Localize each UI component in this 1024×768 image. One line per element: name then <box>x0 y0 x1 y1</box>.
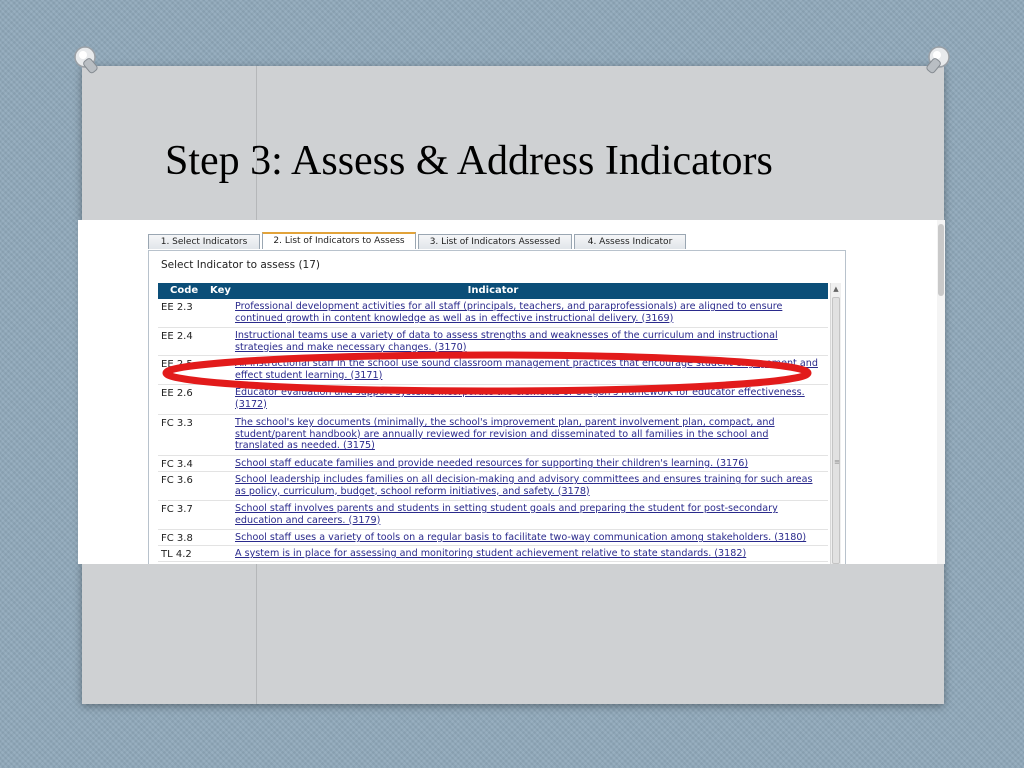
table-row <box>158 356 828 385</box>
table-scrollbar-thumb[interactable] <box>832 297 840 564</box>
indicator-link[interactable]: A system is in place for assessing and monitoring student achievement relative to state standards. (3182) <box>235 548 747 559</box>
tab-list-assessed[interactable]: 3. List of Indicators Assessed <box>418 234 572 249</box>
header-code[interactable]: Code <box>170 285 199 296</box>
table-row <box>158 385 828 415</box>
tab-list-to-assess[interactable]: 2. List of Indicators to Assess <box>262 232 416 249</box>
table-row <box>158 415 828 456</box>
table-header <box>158 283 828 299</box>
table-row <box>158 328 828 356</box>
indicator-link[interactable]: School leadership includes families on all decision-making and advisory committees and ensures training for such areas as policy, curriculum, budget, school reform initiatives, and safety. (3178) <box>235 474 813 497</box>
row-code: FC 3.8 <box>161 533 193 544</box>
slide-title: Step 3: Assess & Address Indicators <box>165 138 773 184</box>
outer-scrollbar-thumb[interactable] <box>938 224 944 296</box>
indicator-link[interactable]: School staff educate families and provide needed resources for supporting their children's learning. (3176) <box>235 458 749 469</box>
grip-icon: ≡ <box>834 458 840 466</box>
table-row <box>158 530 828 546</box>
row-code: EE 2.6 <box>161 388 193 399</box>
indicator-link[interactable]: Educator evaluation and support systems incorporate the elements of Oregon's framework for educator effectiveness. (3172) <box>235 387 805 410</box>
row-code: EE 2.5 <box>161 359 193 370</box>
row-code: FC 3.4 <box>161 459 193 470</box>
indicator-link[interactable]: Professional development activities for all staff (principals, teachers, and paraprofessionals) are aligned to ensure continued growth in content knowledge as well as in effective instructional delivery. (3169) <box>235 301 783 324</box>
table-row <box>158 299 828 328</box>
tab-select-indicators[interactable]: 1. Select Indicators <box>148 234 260 249</box>
panel-caption: Select Indicator to assess (17) <box>161 259 321 271</box>
arrow-up-icon[interactable]: ▲ <box>833 285 839 293</box>
header-indicator[interactable]: Indicator <box>467 285 519 296</box>
row-code: EE 2.3 <box>161 302 193 313</box>
row-code: FC 3.6 <box>161 475 193 486</box>
row-code: FC 3.3 <box>161 418 193 429</box>
table-scrollbar[interactable] <box>830 283 841 564</box>
table-row <box>158 501 828 530</box>
row-code: EE 2.4 <box>161 331 193 342</box>
thumbtack-icon <box>916 44 952 80</box>
indicator-link[interactable]: The school's key documents (minimally, the school's improvement plan, parent involvement plan, compact, and student/parent handbook) are annually reviewed for revision and disseminated to all families in the school and translated as needed. (3175) <box>235 417 775 452</box>
table-row <box>158 472 828 501</box>
tab-assess-indicator[interactable]: 4. Assess Indicator <box>574 234 686 249</box>
row-code: TL 4.2 <box>161 549 192 560</box>
table-row <box>158 456 828 472</box>
header-key[interactable]: Key <box>210 285 231 296</box>
indicator-link[interactable]: School staff uses a variety of tools on a regular basis to facilitate two-way communication among stakeholders. (3180) <box>235 532 807 543</box>
indicator-link[interactable]: School staff involves parents and students in setting student goals and preparing the student for post-secondary education and careers. (3179) <box>235 503 778 526</box>
thumbtack-icon <box>72 44 108 80</box>
embedded-screenshot <box>78 220 945 564</box>
indicator-link[interactable]: All instructional staff in the school use sound classroom management practices that encourage student engagement and effect student learning. (3171) <box>235 358 818 381</box>
row-code: FC 3.7 <box>161 504 193 515</box>
indicator-link[interactable]: Instructional teams use a variety of data to assess strengths and weaknesses of the curriculum and instructional strategies and make necessary changes. (3170) <box>235 330 778 353</box>
outer-scrollbar[interactable] <box>937 220 945 564</box>
table-row <box>158 546 828 562</box>
